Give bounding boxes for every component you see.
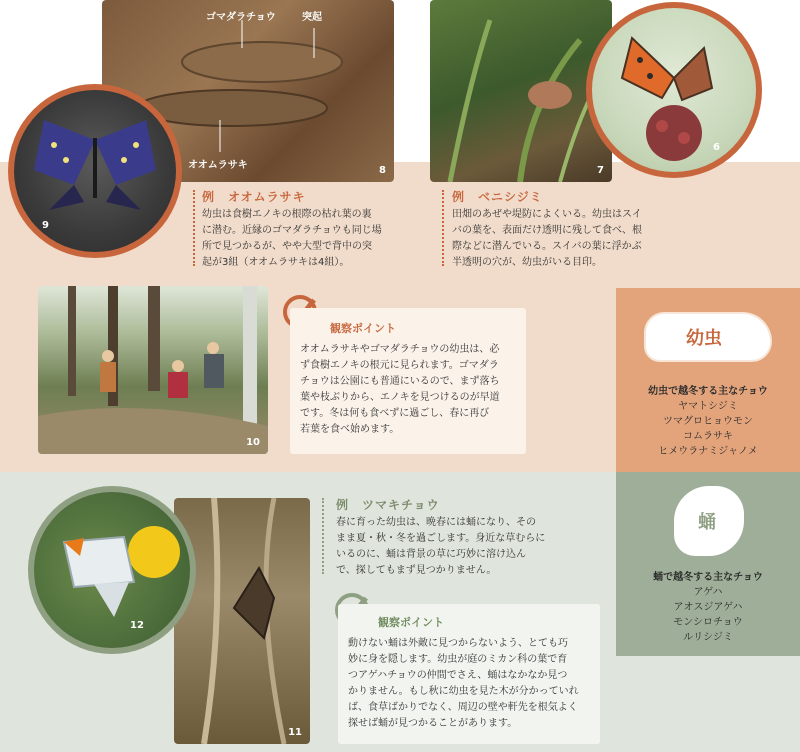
- panel-pupa-overwintering: [616, 472, 800, 656]
- dotted-rule: [442, 190, 446, 266]
- butterfly-orange-illustration: [592, 8, 756, 172]
- text-line: 際などに潜んでいる。スイバの葉に浮かぶ: [452, 241, 642, 252]
- text-line: 田畑のあぜや堤防によくいる。幼虫はスイ: [452, 209, 642, 220]
- pupa-illustration: [174, 498, 310, 744]
- panel-title: 蛹で越冬する主なチョウ: [653, 572, 763, 583]
- species-item: ヤマトシジミ: [678, 401, 738, 412]
- pupa-badge-label: 蛹: [698, 512, 716, 533]
- example-title: 例 ベニシジミ: [452, 190, 543, 204]
- pupa-species-list: [616, 570, 800, 645]
- text-line: チョウは公園にも普通にいるので、まず落ち: [300, 376, 500, 387]
- photo-number: 10: [246, 437, 260, 448]
- text-line: 探せば蛹が見つかることがあります。: [348, 718, 518, 729]
- observation-point-pupa: [338, 604, 600, 744]
- photo-frame-oomurasaki-adult: [8, 84, 182, 258]
- text-line: バの葉を、表面だけ透明に残して食べ、根: [452, 225, 642, 236]
- photo-pupa-on-stem: [174, 498, 310, 744]
- text-line: つアゲハチョウの仲間でさえ、蛹はなかなか見つ: [348, 670, 568, 681]
- photo-number: 9: [42, 220, 49, 231]
- caption-gomadaracho: ゴマダラチョウ: [206, 12, 276, 23]
- photo-tsumakicho: [34, 492, 190, 648]
- forest-illustration: [38, 286, 268, 454]
- photo-benishijimi-adult: [592, 8, 756, 172]
- point-title: 観察ポイント: [330, 322, 396, 335]
- text-line: です。冬は何も食べずに過ごし、春に再び: [300, 408, 490, 419]
- text-line: オオムラサキやゴマダラチョウの幼虫は、必: [300, 344, 500, 355]
- photo-number: 11: [288, 727, 302, 738]
- text-line: 妙に身を隠します。幼虫が庭のミカン科の葉で育: [348, 654, 568, 665]
- observation-point-larva: [290, 308, 526, 454]
- example-title: 例 オオムラサキ: [202, 190, 306, 204]
- larva-badge-shape: [646, 314, 770, 360]
- text-line: 幼虫は食樹エノキの根際の枯れ葉の裏: [202, 209, 372, 220]
- example-body: [336, 515, 580, 579]
- caption-oomurasaki: オオムラサキ: [188, 160, 248, 171]
- text-line: 若葉を食べ始めます。: [300, 424, 400, 435]
- butterfly-white-illustration: [34, 492, 190, 648]
- grass-illustration: [430, 0, 612, 182]
- text-line: 起が3組（オオムラサキは4組）。: [202, 257, 350, 268]
- caption-tokki: 突起: [302, 12, 322, 23]
- species-item: アゲハ: [693, 587, 723, 598]
- panel-larva-overwintering: [616, 288, 800, 472]
- text-line: で、探してもまず見つかりません。: [336, 565, 497, 576]
- point-title: 観察ポイント: [378, 616, 444, 629]
- photo-number: 6: [713, 142, 720, 153]
- larva-species-list: [616, 384, 800, 459]
- text-line: まま夏・秋・冬を過ごします。身近な草むらに: [336, 533, 546, 544]
- species-item: アオスジアゲハ: [673, 602, 743, 613]
- dotted-rule: [193, 190, 197, 266]
- photo-number: 8: [379, 165, 386, 176]
- point-body: [348, 636, 596, 732]
- text-line: 半透明の穴が、幼虫がいる目印。: [452, 257, 602, 268]
- species-item: モンシロチョウ: [673, 617, 743, 628]
- butterfly-purple-illustration: [14, 90, 176, 252]
- example-body: [452, 207, 692, 271]
- text-line: ず食樹エノキの根元に見られます。ゴマダラ: [300, 360, 499, 371]
- example-body: [202, 207, 432, 271]
- pupa-badge-shape: [674, 486, 744, 556]
- photo-sorrel-base: [430, 0, 612, 182]
- text-line: 春に育った幼虫は、晩春には蛹になり、その: [336, 517, 536, 528]
- text-line: 所で見つかるが、やや大型で背中の突: [202, 241, 372, 252]
- example-title: 例 ツマキチョウ: [336, 498, 440, 512]
- species-item: ルリシジミ: [683, 632, 733, 643]
- text-line: 葉や枝ぶりから、エノキを見つけるのが早道: [300, 392, 500, 403]
- photo-number: 12: [130, 620, 144, 631]
- text-line: 動けない蛹は外敵に見つからないよう、とても巧: [348, 638, 568, 649]
- photo-oomurasaki-adult: [14, 90, 176, 252]
- photo-people-forest: [38, 286, 268, 454]
- example-benishijimi: [452, 188, 692, 271]
- text-line: ば、食草ばかりでなく、周辺の壁や軒先を根気よく: [348, 702, 578, 713]
- point-body: [300, 342, 520, 438]
- text-line: かりません。もし秋に幼虫を見た木が分かっていれ: [348, 686, 579, 697]
- species-item: コムラサキ: [683, 431, 733, 442]
- example-tsumakicho: [336, 496, 580, 579]
- species-item: ツマグロヒョウモン: [663, 416, 753, 427]
- photo-frame-tsumakicho: [28, 486, 196, 654]
- species-item: ヒメウラナミジャノメ: [658, 446, 758, 457]
- panel-title: 幼虫で越冬する主なチョウ: [648, 386, 768, 397]
- photo-frame-benishijimi-adult: [586, 2, 762, 178]
- larva-badge-label: 幼虫: [686, 328, 722, 349]
- dotted-rule: [322, 498, 326, 574]
- example-oomurasaki: [202, 188, 432, 271]
- text-line: いるのに、蛹は背景の草に巧妙に溶け込ん: [336, 549, 526, 560]
- photo-number: 7: [597, 165, 604, 176]
- text-line: に潜む。近縁のゴマダラチョウも同じ場: [202, 225, 382, 236]
